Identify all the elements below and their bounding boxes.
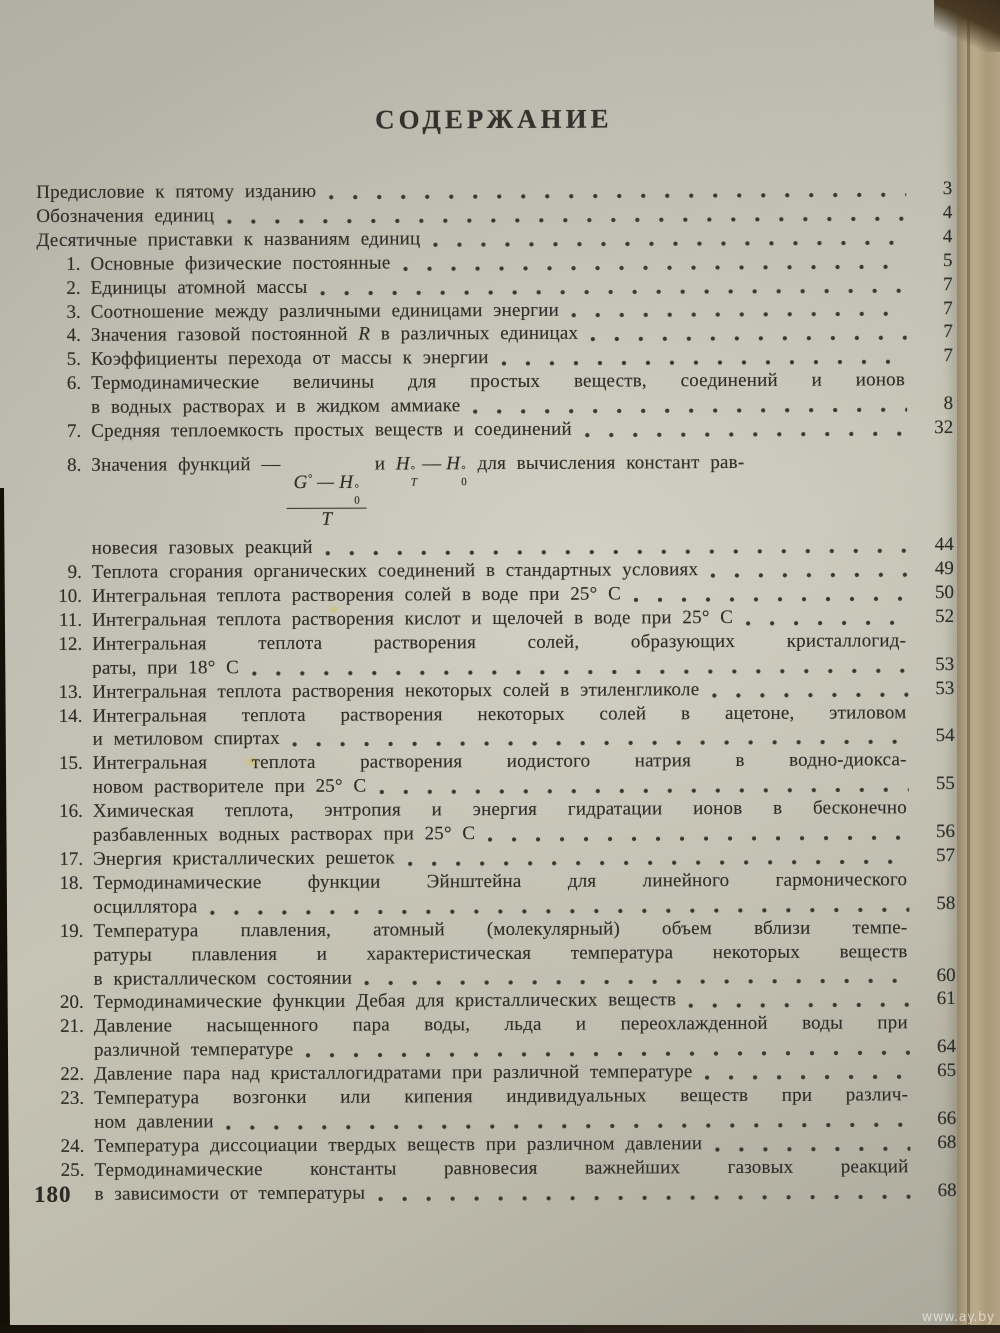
fraction-denominator: T [321, 508, 333, 530]
dot-leader [305, 1050, 910, 1058]
entry-title-continuation: разбавленных водных растворах при 25° С [92, 823, 476, 846]
entry-number: 20. [59, 992, 84, 1014]
entry-number: 16. [59, 800, 83, 823]
watermark: www.ay.by [921, 1310, 995, 1325]
entry-title: Теплота сгорания органических соединений в стандартных условиях [91, 559, 699, 583]
entry-page: 58 [936, 892, 956, 914]
toc-entry [38, 701, 954, 753]
entry-title: Соотношение между различными единицами энергии [90, 299, 560, 323]
entry-number: 17. [59, 848, 84, 870]
dot-leader [745, 620, 908, 626]
dot-leader [226, 1122, 911, 1130]
entry-title: Основные физические постоянные [90, 252, 391, 275]
entry-number: 18. [59, 872, 84, 894]
entry-page: 68 [937, 1179, 957, 1201]
entry-page: 7 [943, 321, 953, 343]
dot-leader [571, 312, 907, 318]
entry-title-continuation: в водных растворах и в жидком аммиаке [91, 395, 461, 418]
entry-number: 9. [67, 561, 82, 583]
entry-title: Химическая теплота, энтропия и энергия гидратации ионов в бесконечно [92, 797, 907, 822]
entry-page: 53 [935, 653, 955, 675]
entry-title: Коэффициенты перехода от массы к энергии [90, 347, 489, 371]
entry-title: Обозначения единиц [36, 205, 215, 227]
entry-number: 19. [59, 920, 84, 942]
entry-page: 44 [934, 534, 954, 556]
entry-title: Температура возгонки или кипения индивидуальных веществ при различ- [94, 1084, 909, 1109]
entry-title: Термодинамические константы равновесия важнейших газовых реакций [94, 1155, 909, 1181]
entry-page: 61 [936, 988, 956, 1010]
toc-list [36, 177, 956, 1207]
entry-number: 21. [60, 1016, 84, 1038]
dot-leader [472, 407, 907, 414]
entry-number: 25. [60, 1159, 85, 1181]
bottom-book-edge [0, 1325, 1000, 1333]
entry-title: Интегральная теплота растворения некоторых солей в этиленгликоле [92, 678, 700, 703]
entry-number: 10. [58, 585, 83, 607]
entry-title: Средняя теплоемкость простых веществ и соединений [91, 418, 572, 442]
entry-title: Десятичные приставки к названиям единиц [36, 228, 421, 251]
entry-number: 6. [66, 373, 82, 395]
dot-leader [711, 692, 908, 698]
dot-leader [714, 1146, 910, 1152]
entry-title: Температура диссоциации твердых веществ при различном давлении [94, 1132, 703, 1157]
toc-entry [39, 868, 955, 920]
entry-number: 15. [58, 753, 83, 775]
entry-page: 5 [942, 249, 953, 271]
entry-title: Термодинамические величины для простых веществ, соединений и ионов [90, 369, 906, 395]
toc-entry [37, 368, 953, 420]
toc-title: СОДЕРЖАНИЕ [375, 103, 613, 135]
entry-number: 7. [66, 420, 82, 442]
entry-title-continuation: ном давлении [94, 1111, 214, 1133]
dot-leader [403, 264, 907, 271]
dot-leader [584, 431, 907, 437]
entry-page: 7 [943, 273, 953, 295]
entry-number: 2. [66, 277, 81, 299]
entry-number: 23. [60, 1087, 85, 1109]
entry-title-continuation: и метиловом спиртах [92, 728, 280, 751]
entry-page: 68 [937, 1131, 957, 1153]
dot-leader [710, 572, 908, 578]
dot-leader [705, 1074, 911, 1080]
dot-leader [407, 859, 909, 866]
entry-title: Интегральная теплота растворения солей в воде при 25° С [91, 583, 621, 607]
entry-page: 57 [936, 845, 956, 867]
entry-page: 60 [936, 964, 956, 986]
dot-leader [328, 192, 906, 200]
entry-number: 8. [67, 454, 82, 476]
dot-leader [251, 668, 908, 676]
dot-leader [209, 907, 909, 915]
entry-number: 11. [58, 609, 83, 631]
entry-title-continuation: новесия газовых реакций [91, 537, 313, 559]
entry-number: 4. [66, 325, 81, 347]
toc-entry [40, 1083, 956, 1135]
entry-title-continuation: в зависимости от температуры [94, 1182, 366, 1205]
toc-entry [39, 796, 955, 848]
entry-title-continuation: ратуры плавления и характеристическая температура некоторых веществ [93, 940, 908, 966]
entry-title: Давление насыщенного пара воды, льда и переохлажденной воды при [93, 1012, 908, 1038]
entry-number: 13. [58, 681, 83, 703]
entry-title: Предисловие к пятому изданию [36, 180, 317, 204]
entry-page: 4 [942, 201, 953, 223]
entry-number: 22. [60, 1063, 85, 1086]
entry-title: Термодинамические функции Эйнштейна для линейного гармонического [93, 869, 908, 894]
entry-title: Значения функций — G° — H ° 0 T и H ° T — H ° 0 для вычисления констант рав- [91, 451, 745, 530]
entry-title-continuation: осциллятора [93, 896, 198, 918]
entry-title: Энергия кристаллических решеток [93, 847, 395, 870]
toc-entry [39, 748, 955, 800]
entry-number: 5. [66, 349, 81, 371]
entry-title-continuation: новом растворителе при 25° С [92, 775, 367, 799]
variable-R: R [358, 324, 371, 346]
entry-title: Единицы атомной массы [90, 276, 308, 299]
entry-title: Интегральная теплота растворения солей, образующих кристаллогид- [92, 630, 907, 655]
dot-leader [364, 979, 910, 986]
entry-title: Давление пара над кристаллогидратами при различной температуре [94, 1061, 693, 1085]
dot-leader [487, 835, 909, 842]
entry-page: 56 [935, 821, 956, 843]
folio-page-number: 180 [34, 1182, 72, 1207]
toc-entry [38, 629, 954, 681]
entry-page: 53 [935, 677, 955, 699]
fraction-numerator: G° — H ° 0 [287, 472, 367, 509]
entry-page: 55 [935, 773, 955, 795]
entry-title: Интегральная теплота растворения кислот и щелочей в воде при 25° С [92, 606, 734, 631]
entry-number: 3. [66, 301, 81, 323]
dot-leader [633, 596, 908, 602]
dot-leader [688, 1003, 910, 1009]
entry-page: 64 [936, 1036, 956, 1058]
toc-entry-formula [37, 440, 954, 561]
entry-page: 50 [934, 582, 955, 604]
toc-entry [40, 1011, 956, 1063]
formula-fraction [287, 472, 367, 530]
entry-title-continuation: различной температуре [93, 1039, 294, 1062]
toc-entry [40, 1155, 956, 1207]
entry-page: 66 [937, 1107, 957, 1130]
dot-leader [319, 288, 906, 296]
dot-leader [226, 216, 906, 224]
entry-title: Температура плавления, атомный (молекулярный) объем вблизи темпе- [93, 916, 908, 942]
entry-page: 7 [943, 297, 953, 319]
entry-page: 49 [934, 558, 954, 580]
dot-leader [377, 1194, 910, 1201]
entry-title: Интегральная теплота растворения некоторых солей в ацетоне, этиловом [92, 701, 907, 727]
dot-leader [378, 787, 909, 794]
dot-leader [325, 548, 908, 556]
entry-title-continuation: раты, при 18° С [92, 656, 240, 679]
entry-number: 12. [58, 633, 83, 655]
entry-title: Термодинамические функции Дебая для кристаллических веществ [93, 989, 677, 1014]
toc-entry [39, 916, 955, 992]
dot-leader [292, 740, 909, 748]
entry-title: Интегральная теплота растворения иодистого натрия в водно-диокса- [92, 749, 907, 775]
entry-page: 52 [935, 605, 955, 628]
entry-number: 14. [58, 705, 83, 727]
entry-page: 4 [942, 225, 953, 247]
entry-page: 32 [934, 417, 954, 439]
dot-leader [590, 336, 907, 342]
entry-title: Значения газовой постоянной R в различных единицах [90, 323, 579, 347]
dot-leader [432, 240, 906, 247]
entry-page: 8 [943, 393, 954, 415]
entry-page: 3 [942, 178, 953, 200]
entry-number: 24. [60, 1135, 85, 1157]
entry-page: 65 [937, 1060, 957, 1082]
entry-page: 7 [943, 345, 953, 367]
dot-leader [501, 359, 907, 366]
entry-page: 54 [935, 725, 955, 747]
entry-number: 1. [66, 253, 81, 275]
entry-title-continuation: в кристаллическом состоянии [93, 967, 353, 990]
